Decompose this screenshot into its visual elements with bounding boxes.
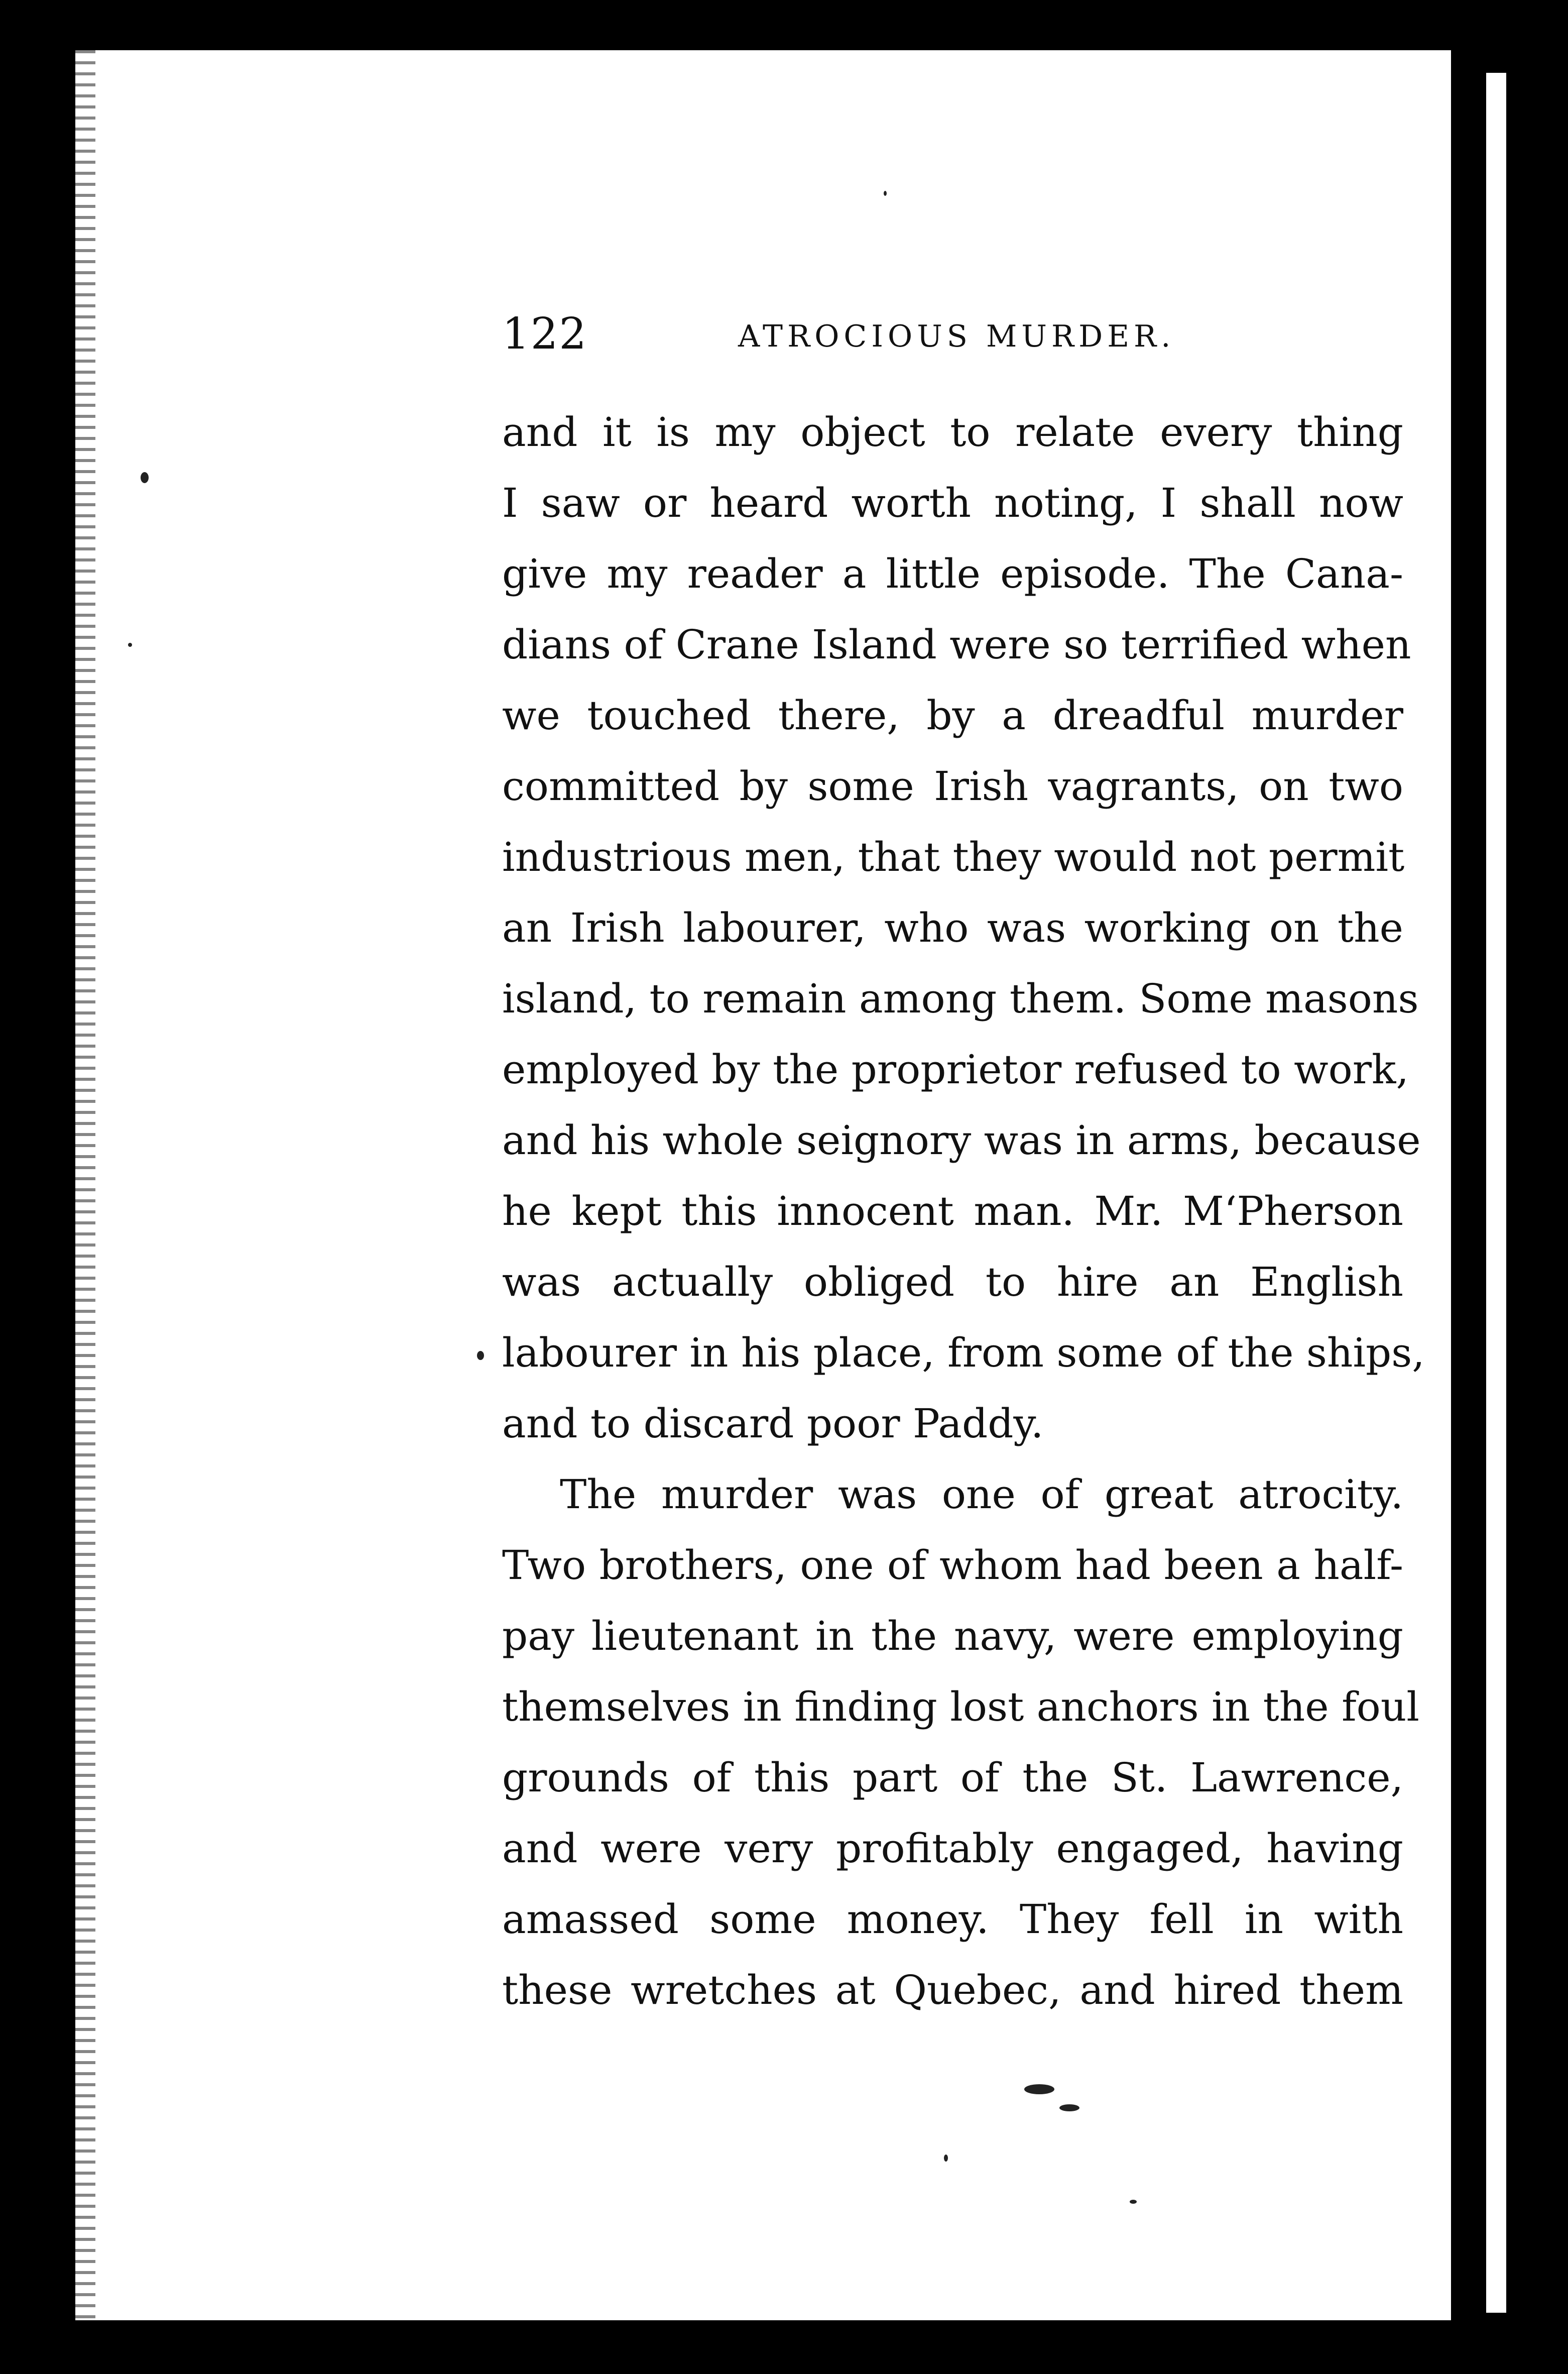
page-number: 122: [502, 309, 588, 359]
text-line: an Irish labourer, who was working on the: [502, 905, 1403, 951]
binding-edge: [75, 50, 95, 2320]
running-header: [502, 309, 1175, 364]
text-line: he kept this innocent man. Mr. M‘Pherson: [502, 1188, 1403, 1234]
text-line: Two brothers, one of whom had been a half-: [502, 1542, 1403, 1589]
text-line: committed by some Irish vagrants, on two: [502, 763, 1403, 810]
text-line: and his whole seignory was in arms, because: [502, 1117, 1421, 1164]
next-page-edge: [1486, 73, 1506, 2313]
text-line: was actually obliged to hire an English: [502, 1259, 1403, 1305]
paragraph-start-line: The murder was one of great atrocity.: [560, 1471, 1403, 1518]
text-line: we touched there, by a dreadful murder: [502, 692, 1403, 739]
text-line: themselves in finding lost anchors in the foul: [502, 1683, 1419, 1730]
text-line: labourer in his place, from some of the ships,: [502, 1329, 1425, 1376]
text-line: I saw or heard worth noting, I shall now: [502, 480, 1403, 526]
text-line: dians of Crane Island were so terrified when: [502, 621, 1411, 668]
body-text: [502, 397, 1425, 2025]
running-title: ATROCIOUS MURDER.: [738, 319, 1175, 354]
text-line: pay lieutenant in the navy, were employing: [502, 1613, 1403, 1659]
text-line: and it is my object to relate every thing: [502, 409, 1403, 456]
text-line: give my reader a little episode. The Cana-: [502, 550, 1403, 597]
text-line: these wretches at Quebec, and hired them: [502, 1967, 1403, 2013]
text-line: amassed some money. They fell in with: [502, 1896, 1403, 1943]
text-line: industrious men, that they would not permit: [502, 834, 1405, 880]
text-line: island, to remain among them. Some masons: [502, 975, 1419, 1022]
text-line: and were very profitably engaged, having: [502, 1825, 1403, 1872]
text-line: employed by the proprietor refused to work,: [502, 1046, 1409, 1093]
text-line: grounds of this part of the St. Lawrence,: [502, 1754, 1403, 1801]
text-line: and to discard poor Paddy.: [502, 1400, 1044, 1447]
